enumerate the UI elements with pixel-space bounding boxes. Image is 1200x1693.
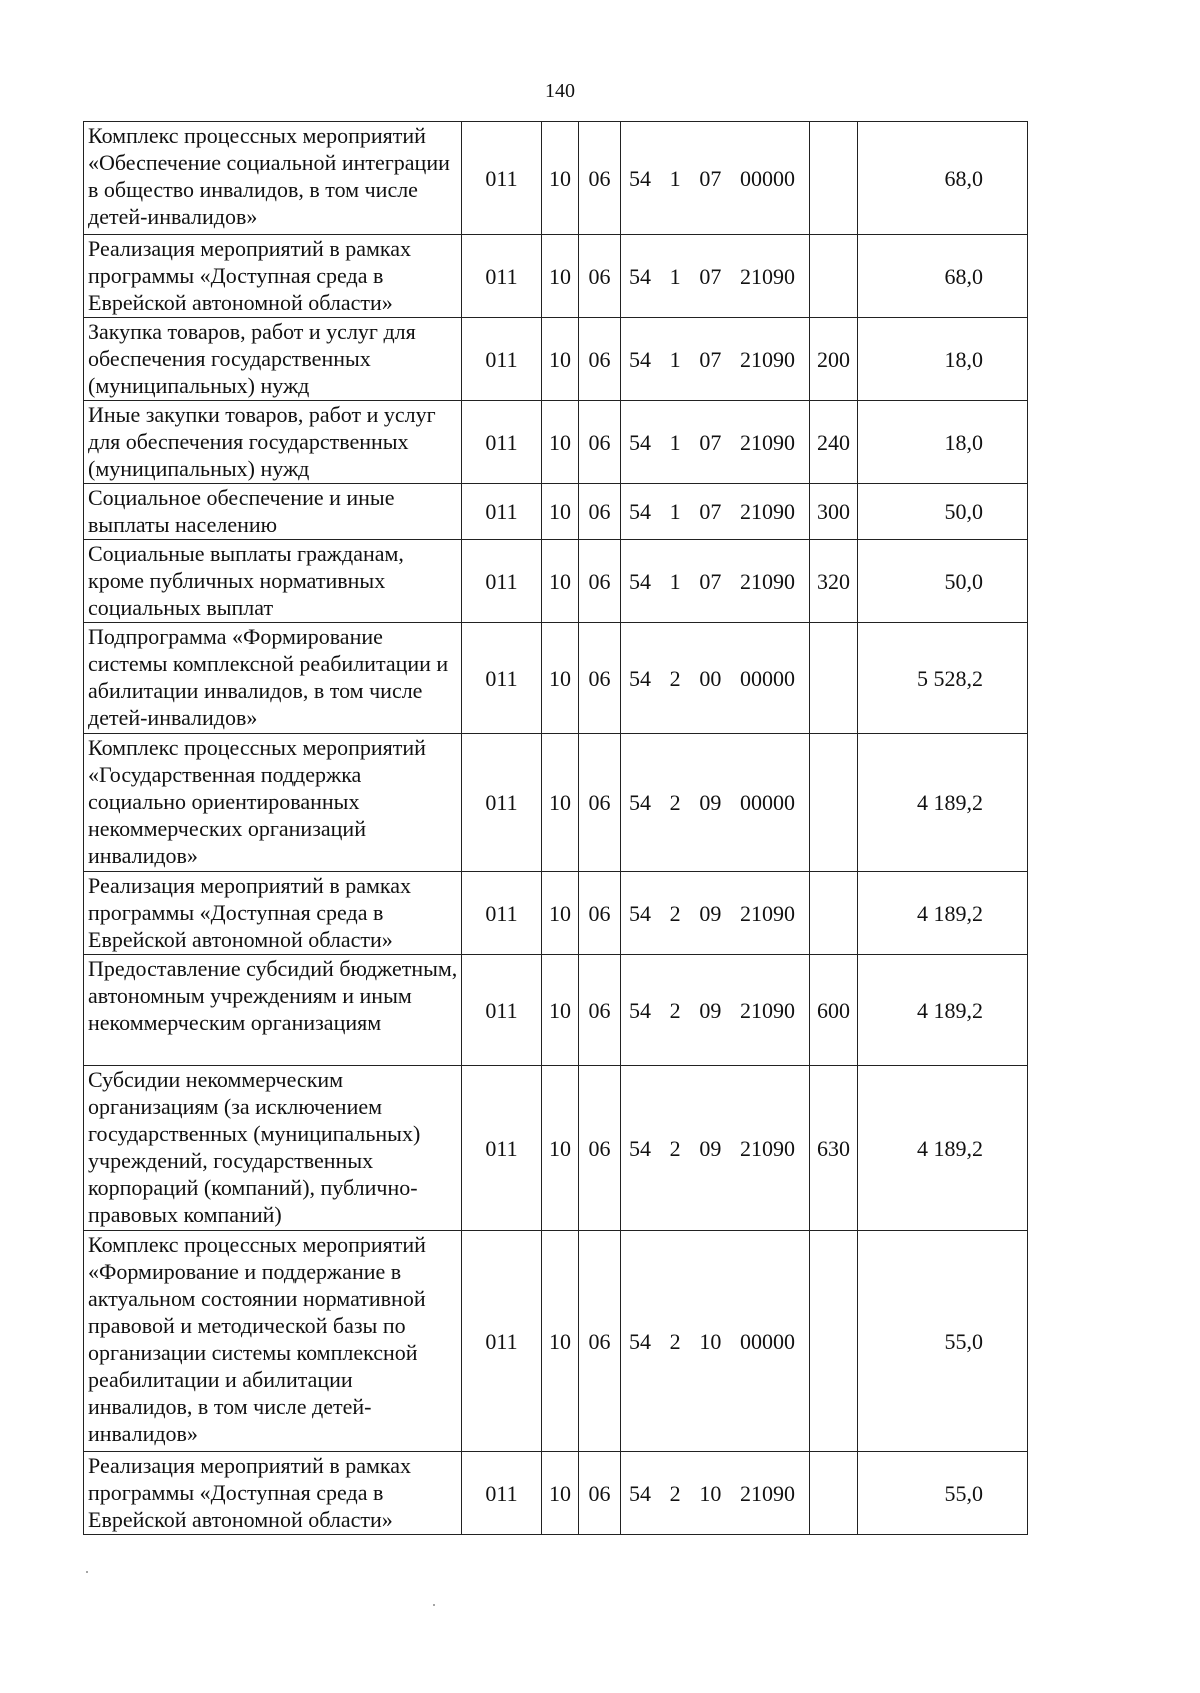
target-article-part: 2 [669,900,681,926]
row-description: Реализация мероприятий в рамках программы «Доступная среда в Еврейской автономной области» [84,872,462,955]
target-article-part: 2 [669,790,681,815]
table-row [84,955,1028,1066]
target-article-part: 21090 [739,900,795,926]
target-article-cell [621,872,810,955]
subsection-cell: 06 [579,1066,621,1231]
target-article-cell [621,1452,810,1535]
admin-code-cell: 011 [462,540,542,623]
target-article-cell [621,734,810,872]
target-article-part: 1 [669,568,681,594]
admin-code-cell: 011 [462,1231,542,1452]
row-description: Реализация мероприятий в рамках программы «Доступная среда в Еврейской автономной области» [84,235,462,318]
amount-cell: 4 189,2 [858,955,1028,1066]
amount-cell: 4 189,2 [858,734,1028,872]
row-description: Субсидии некоммерческим организациям (за исключением государственных (муниципальных) учреждений, государственных корпораций (компаний), публично-правовых компаний) [84,1066,462,1231]
expense-type-cell [810,1452,858,1535]
amount-cell: 50,0 [858,484,1028,540]
target-article-part: 00000 [739,665,795,691]
target-article-part: 54 [629,568,651,594]
subsection-cell: 06 [579,955,621,1066]
target-article-cell [621,122,810,235]
expense-type-cell: 200 [810,318,858,401]
target-article-part: 2 [669,665,681,691]
budget-table-body [84,122,1028,1535]
section-cell: 10 [542,734,579,872]
target-article-part: 2 [669,1480,681,1506]
subsection-cell: 06 [579,623,621,734]
target-article-part: 09 [699,1135,722,1161]
row-description: Закупка товаров, работ и услуг для обеспечения государственных (муниципальных) нужд [84,318,462,401]
target-article-part: 21090 [739,263,795,289]
target-article-cell [621,401,810,484]
target-article-cell [621,1066,810,1231]
section-cell: 10 [542,955,579,1066]
subsection-cell: 06 [579,235,621,318]
admin-code-cell: 011 [462,401,542,484]
row-description: Комплекс процессных мероприятий «Государственная поддержка социально ориентированных некоммерческих организаций инвалидов» [84,734,462,872]
table-row [84,1066,1028,1231]
section-cell: 10 [542,1231,579,1452]
target-article-part: 2 [669,1135,681,1161]
target-article-part: 2 [669,997,681,1023]
target-article-part: 54 [629,1328,651,1354]
target-article-part: 1 [669,165,681,191]
table-row [84,623,1028,734]
expense-type-cell [810,623,858,734]
scan-speck [433,1604,435,1606]
target-article-part: 09 [699,997,722,1023]
amount-cell: 55,0 [858,1231,1028,1452]
section-cell: 10 [542,872,579,955]
row-description: Предоставление субсидий бюджетным, автономным учреждениям и иным некоммерческим организациям [84,955,462,1066]
target-article-part: 2 [669,1328,681,1354]
expense-type-cell [810,872,858,955]
amount-cell: 5 528,2 [858,623,1028,734]
target-article-cell [621,318,810,401]
section-cell: 10 [542,1066,579,1231]
amount-cell: 18,0 [858,401,1028,484]
target-article-part: 21090 [739,997,795,1023]
target-article-part: 54 [629,665,651,691]
admin-code-cell: 011 [462,318,542,401]
target-article-part: 00000 [739,165,795,191]
amount-cell: 68,0 [858,235,1028,318]
amount-cell: 55,0 [858,1452,1028,1535]
section-cell: 10 [542,318,579,401]
amount-cell: 4 189,2 [858,1066,1028,1231]
target-article-cell [621,484,810,540]
target-article-part: 1 [669,499,681,524]
target-article-part: 21090 [739,429,795,455]
expense-type-cell: 300 [810,484,858,540]
target-article-part: 07 [699,568,722,594]
subsection-cell: 06 [579,401,621,484]
target-article-part: 21090 [739,1135,795,1161]
target-article-part: 10 [699,1328,722,1354]
table-row [84,401,1028,484]
target-article-part: 07 [699,165,722,191]
section-cell: 10 [542,122,579,235]
subsection-cell: 06 [579,122,621,235]
amount-cell: 68,0 [858,122,1028,235]
row-description: Реализация мероприятий в рамках программы «Доступная среда в Еврейской автономной области» [84,1452,462,1535]
expense-type-cell [810,734,858,872]
section-cell: 10 [542,1452,579,1535]
expense-type-cell [810,1231,858,1452]
target-article-part: 54 [629,900,651,926]
table-row [84,235,1028,318]
target-article-part: 00000 [739,790,795,815]
target-article-cell [621,955,810,1066]
target-article-part: 54 [629,997,651,1023]
admin-code-cell: 011 [462,872,542,955]
admin-code-cell: 011 [462,484,542,540]
target-article-part: 00000 [739,1328,795,1354]
target-article-cell [621,235,810,318]
target-article-part: 21090 [739,346,795,372]
row-description: Социальное обеспечение и иные выплаты населению [84,484,462,540]
table-row [84,318,1028,401]
subsection-cell: 06 [579,734,621,872]
subsection-cell: 06 [579,872,621,955]
section-cell: 10 [542,484,579,540]
target-article-cell [621,623,810,734]
target-article-part: 07 [699,263,722,289]
section-cell: 10 [542,540,579,623]
amount-cell: 50,0 [858,540,1028,623]
subsection-cell: 06 [579,1452,621,1535]
amount-cell: 18,0 [858,318,1028,401]
section-cell: 10 [542,401,579,484]
admin-code-cell: 011 [462,623,542,734]
target-article-cell [621,540,810,623]
admin-code-cell: 011 [462,235,542,318]
expense-type-cell: 240 [810,401,858,484]
target-article-part: 21090 [739,499,795,524]
section-cell: 10 [542,623,579,734]
target-article-part: 54 [629,790,651,815]
target-article-part: 54 [629,429,651,455]
table-row [84,122,1028,235]
target-article-part: 54 [629,165,651,191]
target-article-part: 54 [629,1135,651,1161]
table-row [84,484,1028,540]
scan-speck [86,1571,88,1573]
target-article-part: 1 [669,429,681,455]
row-description: Социальные выплаты гражданам, кроме публичных нормативных социальных выплат [84,540,462,623]
expense-type-cell [810,235,858,318]
target-article-part: 54 [629,263,651,289]
expense-type-cell: 600 [810,955,858,1066]
row-description: Подпрограмма «Формирование системы комплексной реабилитации и абилитации инвалидов, в том числе детей-инвалидов» [84,623,462,734]
target-article-part: 00 [699,665,722,691]
amount-cell: 4 189,2 [858,872,1028,955]
admin-code-cell: 011 [462,1066,542,1231]
target-article-cell [621,1231,810,1452]
target-article-part: 10 [699,1480,722,1506]
row-description: Комплекс процессных мероприятий «Формирование и поддержание в актуальном состоянии нормативной правовой и методической базы по организации системы комплексной реабилитации и абилитации инвалидов, в том числе детей-инвалидов» [84,1231,462,1452]
row-description: Иные закупки товаров, работ и услуг для обеспечения государственных (муниципальных) нужд [84,401,462,484]
table-row [84,734,1028,872]
target-article-part: 54 [629,1480,651,1506]
target-article-part: 54 [629,499,651,524]
expense-type-cell [810,122,858,235]
admin-code-cell: 011 [462,734,542,872]
target-article-part: 54 [629,346,651,372]
target-article-part: 1 [669,263,681,289]
target-article-part: 07 [699,346,722,372]
admin-code-cell: 011 [462,1452,542,1535]
subsection-cell: 06 [579,484,621,540]
expense-type-cell: 320 [810,540,858,623]
admin-code-cell: 011 [462,122,542,235]
target-article-part: 09 [699,900,722,926]
target-article-part: 07 [699,499,722,524]
budget-table [83,121,1028,1535]
subsection-cell: 06 [579,318,621,401]
target-article-part: 09 [699,790,722,815]
section-cell: 10 [542,235,579,318]
table-row [84,540,1028,623]
target-article-part: 07 [699,429,722,455]
page-number: 140 [545,80,575,102]
target-article-part: 1 [669,346,681,372]
table-row [84,1231,1028,1452]
admin-code-cell: 011 [462,955,542,1066]
target-article-part: 21090 [739,1480,795,1506]
subsection-cell: 06 [579,1231,621,1452]
expense-type-cell: 630 [810,1066,858,1231]
table-row [84,1452,1028,1535]
subsection-cell: 06 [579,540,621,623]
row-description: Комплекс процессных мероприятий «Обеспечение социальной интеграции в общество инвалидов, в том числе детей-инвалидов» [84,122,462,235]
target-article-part: 21090 [739,568,795,594]
table-row [84,872,1028,955]
